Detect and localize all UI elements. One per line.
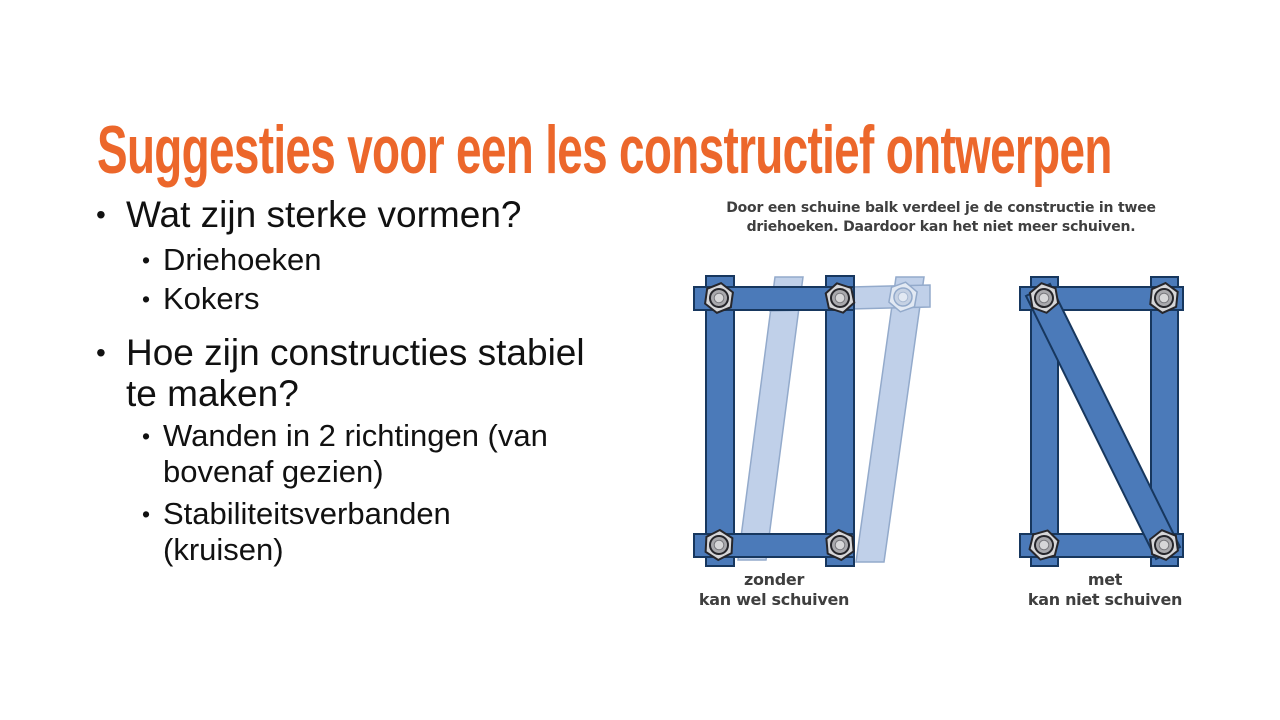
list-item <box>90 496 665 568</box>
list-item <box>90 242 665 278</box>
ghost-tilted-beam <box>738 277 803 560</box>
figure-label-met: met kan niet schuiven <box>1027 570 1183 609</box>
bullet-marker: • <box>96 337 106 368</box>
list-item-text: Driehoeken <box>163 242 322 277</box>
frame-with-brace-diagram <box>1020 277 1183 566</box>
slide-title: Suggesties voor een les constructief ontwerpen <box>97 111 1112 188</box>
list-item-text: Wanden in 2 richtingen (van bovenaf gezien) <box>163 418 548 489</box>
bullet-marker: • <box>142 247 151 273</box>
list-item-text: Stabiliteitsverbanden (kruisen) <box>163 496 451 567</box>
bullet-marker: • <box>96 199 106 230</box>
bullet-list <box>90 194 665 568</box>
vertical-beam <box>706 276 734 566</box>
figure-label-zonder: zonder kan wel schuiven <box>698 570 850 609</box>
list-item <box>90 332 665 414</box>
bullet-marker: • <box>142 501 151 527</box>
list-item-text: Kokers <box>163 281 260 316</box>
list-item <box>90 281 665 317</box>
list-item-text: Wat zijn sterke vormen? <box>126 194 522 235</box>
bullet-marker: • <box>142 286 151 312</box>
bullet-marker: • <box>142 423 151 449</box>
list-item-text: Hoe zijn constructies stabiel te maken? <box>126 332 585 414</box>
vertical-beam <box>826 276 854 566</box>
list-item <box>90 194 665 235</box>
figure-caption: Door een schuine balk verdeel je de constructie in twee driehoeken. Daardoor kan het niet meer schuiven. <box>726 200 1156 235</box>
list-item <box>90 418 665 490</box>
construction-frames-figure <box>690 258 1240 578</box>
ghost-tilted-beam <box>856 277 924 562</box>
